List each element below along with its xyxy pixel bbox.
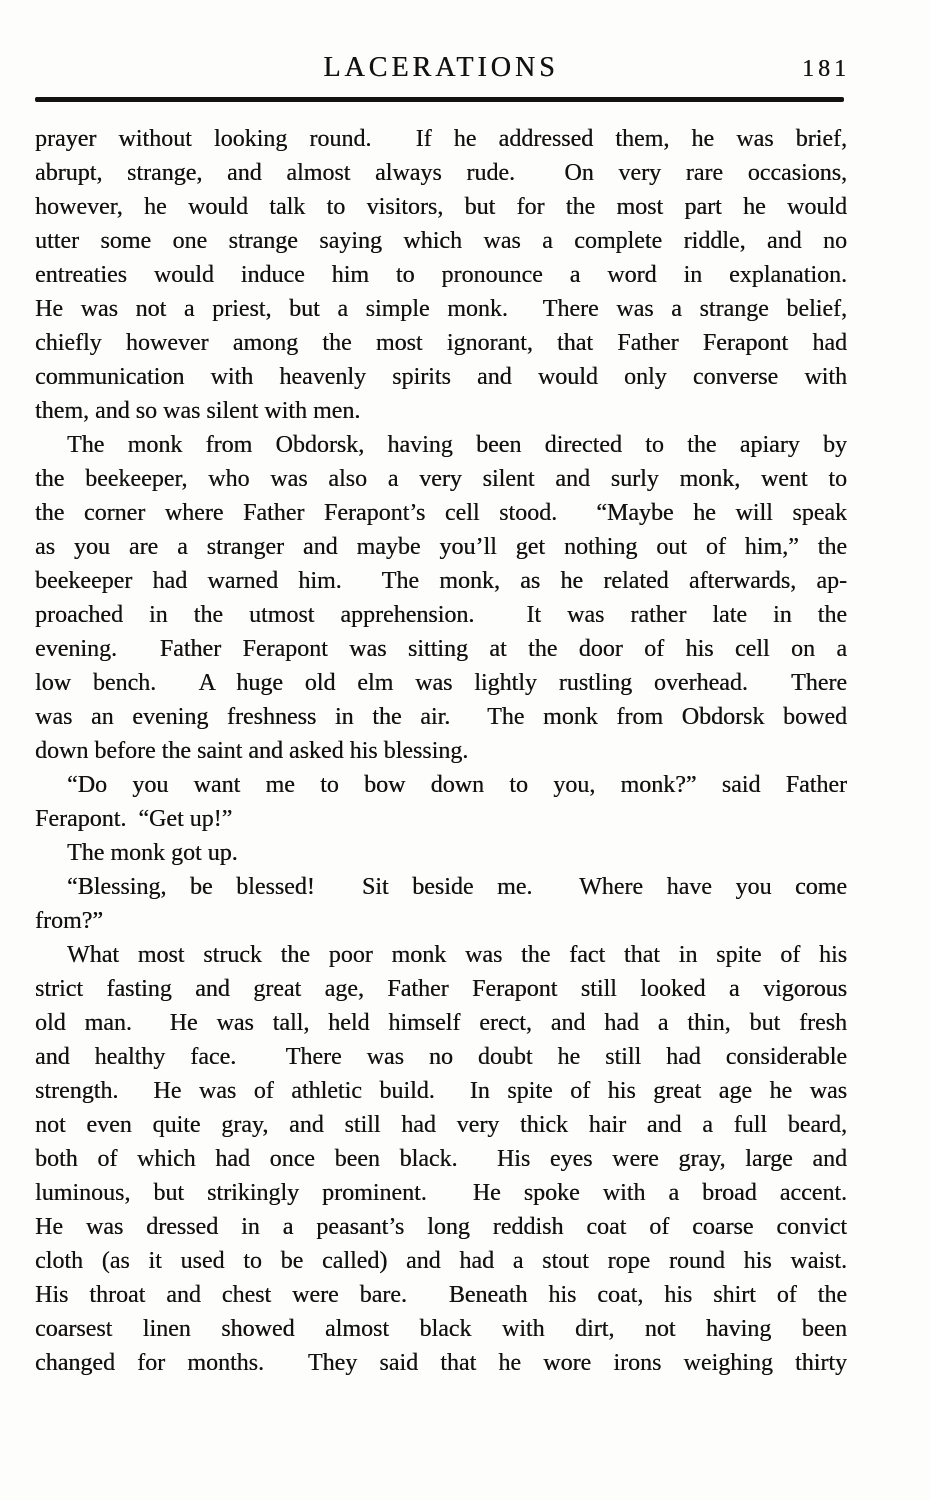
paragraph bbox=[35, 870, 847, 938]
text-line: strength. He was of athletic build. In spite of his great age he was bbox=[35, 1078, 847, 1104]
text-line: The monk from Obdorsk, having been directed to the apiary by bbox=[67, 432, 847, 458]
paragraph bbox=[35, 938, 847, 1380]
text-line: He was not a priest, but a simple monk. There was a strange belief, bbox=[35, 296, 847, 322]
paragraph bbox=[35, 836, 847, 870]
text-line: as you are a stranger and maybe you’ll get nothing out of him,” the bbox=[35, 534, 847, 560]
text-line: What most struck the poor monk was the fact that in spite of his bbox=[67, 942, 847, 968]
text-line: He was dressed in a peasant’s long reddish coat of coarse convict bbox=[35, 1214, 847, 1240]
header-rule bbox=[35, 97, 844, 102]
text-line: cloth (as it used to be called) and had a stout rope round his waist. bbox=[35, 1248, 847, 1274]
text-line: “Blessing, be blessed! Sit beside me. Where have you come bbox=[67, 874, 847, 900]
paragraph bbox=[35, 428, 847, 768]
page-number: 181 bbox=[802, 56, 850, 82]
text-line: them, and so was silent with men. bbox=[35, 398, 361, 424]
text-line: “Do you want me to bow down to you, monk?” said Father bbox=[67, 772, 847, 798]
text-line: however, he would talk to visitors, but for the most part he would bbox=[35, 194, 847, 220]
text-line: luminous, but strikingly prominent. He spoke with a broad accent. bbox=[35, 1180, 847, 1206]
running-head bbox=[35, 52, 850, 92]
text-line: chiefly however among the most ignorant, that Father Ferapont had bbox=[35, 330, 847, 356]
text-line: Ferapont. “Get up!” bbox=[35, 806, 233, 832]
text-line: evening. Father Ferapont was sitting at the door of his cell on a bbox=[35, 636, 847, 662]
text-line: The monk got up. bbox=[67, 840, 238, 866]
text-line: not even quite gray, and still had very thick hair and a full beard, bbox=[35, 1112, 847, 1138]
text-line: changed for months. They said that he wore irons weighing thirty bbox=[35, 1350, 847, 1376]
text-line: old man. He was tall, held himself erect, and had a thin, but fresh bbox=[35, 1010, 847, 1036]
text-line: was an evening freshness in the air. The monk from Obdorsk bowed bbox=[35, 704, 847, 730]
page-body bbox=[35, 122, 847, 1380]
text-line: proached in the utmost apprehension. It was rather late in the bbox=[35, 602, 847, 628]
text-line: the beekeeper, who was also a very silent and surly monk, went to bbox=[35, 466, 847, 492]
text-line: from?” bbox=[35, 908, 103, 934]
chapter-title: LACERATIONS bbox=[323, 52, 559, 83]
text-line: coarsest linen showed almost black with dirt, not having been bbox=[35, 1316, 847, 1342]
text-line: and healthy face. There was no doubt he still had considerable bbox=[35, 1044, 847, 1070]
text-line: beekeeper had warned him. The monk, as he related afterwards, ap- bbox=[35, 568, 847, 594]
text-line: abrupt, strange, and almost always rude. On very rare occasions, bbox=[35, 160, 847, 186]
text-line: entreaties would induce him to pronounce a word in explanation. bbox=[35, 262, 847, 288]
text-line: down before the saint and asked his blessing. bbox=[35, 738, 469, 764]
text-line: prayer without looking round. If he addressed them, he was brief, bbox=[35, 126, 847, 152]
text-line: strict fasting and great age, Father Ferapont still looked a vigorous bbox=[35, 976, 847, 1002]
text-line: the corner where Father Ferapont’s cell stood. “Maybe he will speak bbox=[35, 500, 847, 526]
text-line: utter some one strange saying which was a complete riddle, and no bbox=[35, 228, 847, 254]
text-line: His throat and chest were bare. Beneath his coat, his shirt of the bbox=[35, 1282, 847, 1308]
paragraph bbox=[35, 122, 847, 428]
paragraph bbox=[35, 768, 847, 836]
text-line: communication with heavenly spirits and would only converse with bbox=[35, 364, 847, 390]
text-line: low bench. A huge old elm was lightly rustling overhead. There bbox=[35, 670, 847, 696]
text-line: both of which had once been black. His eyes were gray, large and bbox=[35, 1146, 847, 1172]
